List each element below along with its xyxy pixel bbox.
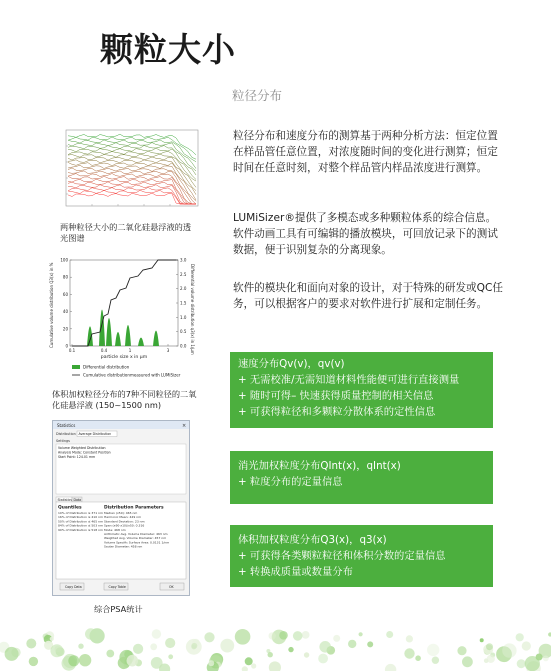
bubble-dot (319, 641, 331, 653)
quantile-line: 90% of Distribution ≤ 518 nm (58, 527, 103, 532)
bubble-dot (29, 657, 38, 666)
quantile-line: 16% of Distribution ≤ 410 nm (58, 515, 103, 520)
left-tick-label: 100 (60, 257, 68, 263)
chart-background (52, 126, 202, 218)
quantile-line: 10% of Distribution ≤ 371 nm (58, 511, 103, 515)
bubble-dot (242, 666, 248, 671)
bubble-dot (266, 649, 270, 653)
x-axis-label: particle size x in µm (100, 355, 148, 360)
bubble-dot (462, 656, 473, 667)
bubble-dot (457, 646, 466, 655)
legend-cumulative: Cumulative distribution (83, 372, 130, 378)
differential-peak (138, 338, 144, 346)
box-item: + 无需校准/无需知道材料性能便可进行直接测量 (238, 374, 460, 386)
x-tick-label: 3 (166, 348, 170, 353)
bubble-dot (386, 631, 393, 638)
figure3-caption: 综合PSA统计 (94, 604, 143, 614)
differential-distribution-series (87, 310, 159, 346)
box-item: + 转换成质量或数量分布 (238, 566, 353, 578)
bubble-dot (78, 644, 83, 649)
chart-frame (70, 260, 178, 346)
box-item: + 可获得各类颗粒粒径和体积分数的定量信息 (238, 550, 446, 562)
bubble-dot (152, 629, 161, 638)
left-tick-label: 20 (62, 326, 68, 332)
bubble-dot (367, 641, 373, 647)
bubble-dots (0, 628, 551, 671)
quantile-line: 50% of Distribution ≤ 465 nm (58, 519, 103, 524)
bubble-dot (186, 639, 202, 655)
bubble-dot (333, 635, 340, 642)
right-tick-label: 1.5 (180, 300, 187, 306)
settings-label: Settings (56, 439, 70, 443)
bubble-dot (133, 644, 143, 654)
velocity-distribution-box (230, 352, 493, 428)
left-tick-label: 60 (62, 291, 68, 297)
x-tick-label: 0.4 (100, 348, 108, 353)
bubble-dot (150, 643, 157, 650)
right-tick-label: 2.5 (180, 271, 187, 277)
right-axis-label: Differential volume distribution q3(x) in 1/µm (190, 264, 195, 355)
bubble-dot (269, 661, 281, 671)
bubble-dot (204, 632, 214, 642)
transmission-profiles-chart (52, 126, 202, 218)
right-tick-label: 3.0 (180, 257, 187, 263)
statistics-window-screenshot (52, 420, 190, 596)
right-tick-label: 0.0 (180, 343, 187, 349)
quantiles-list (58, 511, 103, 532)
box-item: + 粒度分布的定量信息 (238, 476, 343, 488)
bubble-dot (536, 654, 543, 661)
volume-distribution-box (230, 525, 493, 587)
bubble-dot (79, 654, 91, 666)
bubble-dot (516, 633, 524, 641)
parameter-line: Median (x50): 465 nm (104, 511, 138, 515)
x-tick-label: 0.1 (68, 348, 76, 353)
differential-peak (153, 331, 159, 346)
bubble-dot (127, 655, 139, 667)
box-item: + 随时可得– 快速获得质量控制的相关信息 (238, 390, 434, 402)
copy-table-label: Copy Table (108, 584, 126, 589)
distribution-label: Distribution (56, 432, 76, 436)
differential-peak (99, 310, 105, 346)
paragraph-lumisizer: LUMiSizer®提供了多模态或多种颗粒体系的综合信息。软件动画工具有可编辑的播放模块，可回放记录下的测试数据，便于识别复杂的分离现象。 (233, 212, 498, 256)
bubble-dot (168, 654, 173, 659)
window-title: Statistics (57, 423, 76, 428)
right-tick-label: 2.0 (180, 286, 187, 292)
bubble-dot (235, 629, 251, 645)
paragraph-software: 软件的模块化和面向对象的设计，对于特殊的研发或QC任务，可以根据客户的要求对软件进行扩展和定制任务。 (233, 282, 503, 310)
bubble-dot (302, 631, 310, 639)
bubble-dot (359, 632, 363, 636)
bubble-dot (50, 637, 54, 641)
distribution-dropdown-value: Average Distribution (78, 432, 112, 436)
section-subtitle: 粒径分布 (232, 88, 283, 103)
bubble-dot (165, 638, 175, 648)
bubble-dot (208, 660, 214, 666)
bubble-dot (406, 635, 413, 642)
box-heading: 体积加权粒度分布Q3(x)，q3(x) (238, 534, 387, 546)
box-item: + 可获得粒径和多颗粒分散体系的定性信息 (238, 406, 436, 418)
paragraph-methods: 粒径分布和速度分布的测算基于两种分析方法：恒定位置在样品管任意位置，对浓度随时间的变化进行测算；恒定时间在任意时刻，对整个样品管内样品浓度进行测算。 (233, 130, 498, 174)
bubble-dot (11, 648, 20, 657)
bubble-dot (106, 650, 114, 658)
parameter-line: Sauter Diameter: 458 nm (104, 544, 143, 549)
box-heading: 速度分布Qv(v)，qv(v) (238, 358, 345, 370)
differential-peak (87, 326, 93, 346)
bubble-dot (269, 632, 276, 639)
parameter-line: Arithmetic Avg. Volume Diameter: 463 nm (104, 532, 168, 536)
cumulative-distribution-series (72, 260, 178, 346)
x-tick-label: 1 (128, 348, 132, 353)
right-tick-label: 1.0 (180, 314, 187, 320)
legend-swatch-differential (72, 365, 80, 369)
bubble-dot (404, 648, 414, 658)
bubble-dot (487, 655, 495, 663)
differential-peak (115, 332, 121, 346)
parameter-line: Span (x90-x10)/x50: 0.316 (104, 523, 145, 528)
bubble-dot (480, 638, 484, 642)
figure2-caption: 体积加权粒径分布的7种不同粒径的二氧化硅悬浮液 (150~1500 nm) (52, 389, 197, 410)
bubble-dot (293, 631, 303, 641)
bubble-dot (245, 657, 253, 665)
right-tick-label: 0.5 (180, 329, 187, 335)
bubble-dot (304, 652, 309, 657)
left-tick-label: 80 (62, 274, 68, 280)
parameter-line: Harmonic Mean: 449 nm (104, 515, 142, 520)
left-tick-label: 0 (65, 343, 68, 349)
bubble-dot (522, 641, 531, 650)
extinction-distribution-box (230, 451, 493, 504)
bubble-dot (288, 647, 293, 652)
particle-size-distribution-chart (46, 256, 194, 384)
bubble-dot (50, 644, 63, 657)
parameters-header: Distribution Parameters (104, 505, 164, 511)
parameter-line: Weighted Avg. Volume Diameter: 457 nm (104, 536, 167, 541)
bubble-dot (85, 628, 96, 639)
box-heading: 消光加权粒度分布QInt(x)，qInt(x) (238, 460, 401, 472)
bubble-dot (68, 655, 79, 666)
bubble-dot (486, 643, 493, 650)
bubble-dot (26, 639, 36, 649)
tab-data-label: Data (73, 498, 82, 502)
bubble-dot (318, 654, 328, 664)
left-tick-label: 40 (62, 309, 68, 315)
ok-label: OK (169, 584, 174, 589)
parameter-line: Volume Specific Surface Area: 0.0131 1/nm (104, 540, 170, 545)
legend-differential: Differential distribution (83, 364, 130, 370)
quantile-line: 84% of Distribution ≤ 503 nm (58, 523, 103, 528)
bubble-dot (279, 631, 288, 640)
parameter-line: Mode: 468 nm (104, 527, 126, 532)
bubble-dot (502, 643, 516, 657)
left-axis-label: Cumulative volume distribution Q3(x) in % (49, 262, 54, 348)
copy-data-label: Copy Data (65, 584, 82, 589)
bubble-dot (220, 639, 234, 653)
bubble-dot (427, 644, 439, 656)
bubble-dot (251, 663, 256, 668)
quantiles-header: Quantiles (58, 505, 82, 511)
differential-peak (106, 318, 112, 346)
legend-note: measured with LUMiSizer (130, 372, 181, 378)
close-icon: × (182, 423, 187, 429)
bubble-dot (415, 655, 421, 661)
right-axis-ticks (176, 258, 187, 349)
bubble-dot (543, 656, 549, 662)
parameter-line: Standard Deviation: 23 nm (104, 519, 145, 524)
info-line: Start Point: 124.01 mm (58, 455, 96, 459)
info-line: Volume Weighted Distribution (58, 446, 106, 450)
bubble-dot (385, 664, 396, 671)
differential-peak (125, 325, 131, 346)
decorative-bubble-footer (0, 626, 551, 671)
bubble-dot (348, 640, 356, 648)
info-line: Analysis Mode: Constant Position (58, 450, 111, 455)
figure1-caption: 两种粒径大小的二氧化硅悬浮液的透光图谱 (60, 222, 192, 243)
tab-statistics-label: Statistics (57, 498, 73, 502)
bubble-dot (432, 657, 439, 664)
page-title: 颗粒大小 (100, 30, 236, 69)
bubble-dot (517, 659, 526, 668)
